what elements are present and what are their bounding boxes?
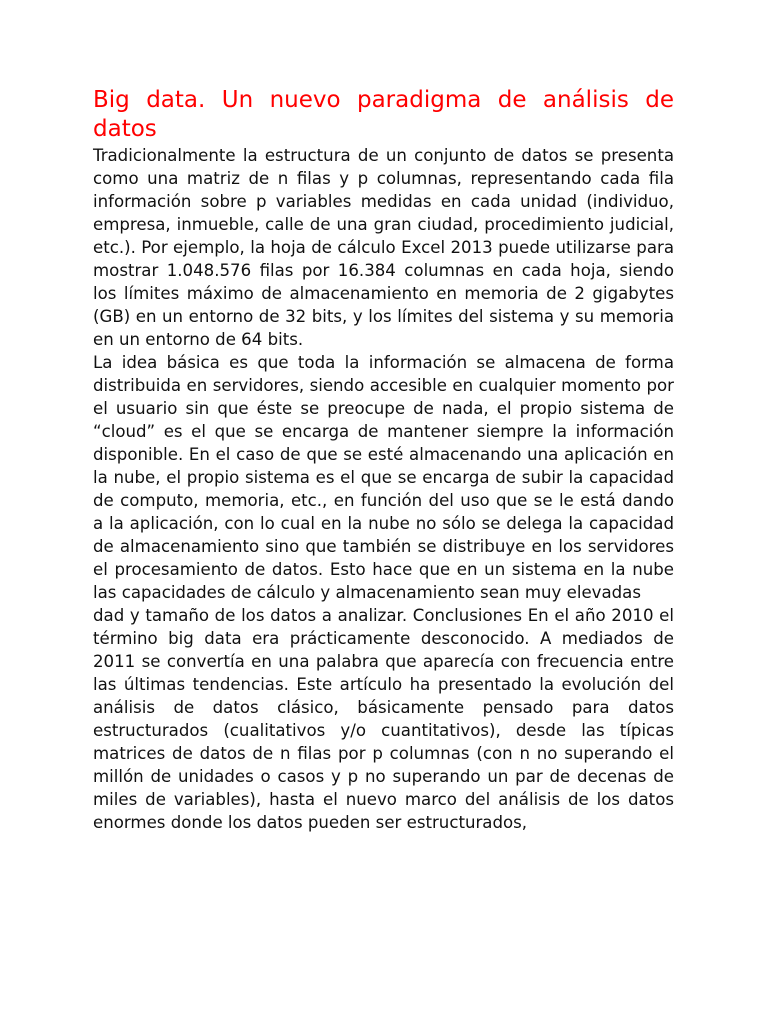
document-title: Big data. Un nuevo paradigma de análisis de datos — [93, 87, 674, 142]
paragraph-intro: Tradicionalmente la estructura de un conjunto de datos se presenta como una matriz de n filas y p columnas, representando cada fila información sobre p variables medidas en cada unidad (individuo, empresa, inmueble, calle de una gran ciudad, procedimiento judicial, etc.). Por ejemplo, la hoja de cálculo Excel 2013 puede utilizarse para mostrar 1.048.576 filas por 16.384 columnas en cada hoja, siendo los límites máximo de almacenamiento en memoria de 2 gigabytes (GB) en un entorno de 32 bits, y los límites del sistema y su memoria en un entorno de 64 bits. — [93, 146, 674, 349]
paragraph-cloud: La idea básica es que toda la información se almacena de forma distribuida en servidores, siendo accesible en cualquier momento por el usuario sin que éste se preocupe de nada, el propio sistema de “cloud” es el que se encarga de mantener siempre la información disponible. En el caso de que se esté almacenando una aplicación en la nube, el propio sistema es el que se encarga de subir la capacidad de computo, memoria, etc., en función del uso que se le está dando a la aplicación, con lo cual en la nube no sólo se delega la capacidad de almacenamiento sino que también se distribuye en los servidores el procesamiento de datos. Esto hace que en un sistema en la nube las capacidades de cálculo y almacenamiento sean muy elevadas — [93, 353, 674, 602]
paragraph-conclusions: dad y tamaño de los datos a analizar. Conclusiones En el año 2010 el término big data era prácticamente desconocido. A mediados de 2011 se convertía en una palabra que aparecía con frecuencia entre las últimas tendencias. Este artículo ha presentado la evolución del análisis de datos clásico, básicamente pensado para datos estructurados (cualitativos y/o cuantitativos), desde las típicas matrices de datos de n filas por p columnas (con n no superando el millón de unidades o casos y p no superando un par de decenas de miles de variables), hasta el nuevo marco del análisis de los datos enormes donde los datos pueden ser estructurados, — [93, 606, 674, 832]
document-page — [93, 86, 674, 834]
